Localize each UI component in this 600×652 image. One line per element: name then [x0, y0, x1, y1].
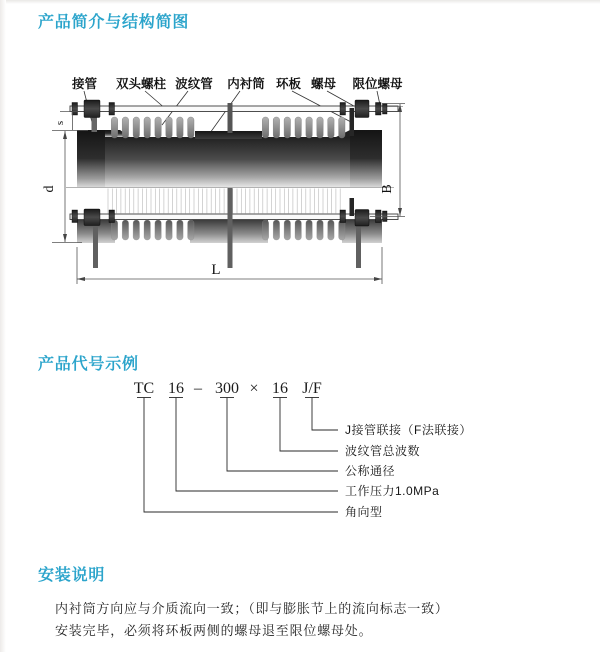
install-note-nut-position: 安装完毕，必须将环板两侧的螺母退至限位螺母处。 — [55, 623, 373, 638]
label-connecting-pipe: 接管 — [71, 77, 98, 91]
dim-B: B — [380, 184, 395, 194]
label-limit-nut: 限位螺母 — [352, 77, 403, 91]
dim-d: d — [42, 185, 57, 193]
page-edge-top — [0, 0, 600, 4]
dim-L: L — [211, 262, 221, 278]
left-post — [93, 220, 98, 268]
joint-body-top — [77, 103, 382, 187]
section-title-intro: 产品简介与结构简图 — [38, 14, 190, 31]
code-separator-times: × — [249, 380, 259, 397]
code-part-type: TC — [133, 380, 155, 397]
label-inner-sleeve: 内衬筒 — [227, 77, 265, 91]
callout-wave-count: 波纹管总波数 — [345, 444, 421, 458]
tie-rod-bottom — [70, 214, 398, 220]
joint-body-bottom — [70, 188, 398, 268]
limit-nut — [376, 103, 382, 116]
callout-angular-type: 角向型 — [345, 505, 383, 519]
inner-liner-lines — [108, 189, 340, 214]
ring-plate — [350, 108, 355, 136]
tie-rod-top — [70, 106, 398, 112]
callout-nominal-diameter: 公称通径 — [345, 464, 396, 478]
label-bellows: 波纹管 — [175, 77, 213, 91]
left-connecting-pipe — [77, 130, 105, 187]
code-separator-dash: – — [194, 380, 202, 397]
part-labels — [71, 76, 403, 91]
code-part-diameter: 300 — [215, 380, 239, 397]
label-ring-plate: 环板 — [275, 77, 302, 91]
right-connecting-pipe — [350, 130, 382, 187]
code-part-waves: 16 — [272, 380, 288, 397]
center-stud-top — [228, 103, 233, 133]
section-title-code: 产品代号示例 — [38, 356, 139, 373]
install-note-flow-direction: 内衬筒方向应与介质流向一致；（即与膨胀节上的流向标志一致） — [55, 601, 449, 616]
section-title-install: 安装说明 — [38, 567, 106, 584]
callout-working-pressure: 工作压力1.0MPa — [345, 484, 440, 498]
expansion-joint-diagram — [30, 70, 470, 300]
page-edge-left — [0, 0, 6, 652]
right-post — [356, 220, 361, 268]
label-nut: 螺母 — [310, 77, 337, 91]
dim-s: s — [54, 120, 66, 126]
label-double-end-stud: 双头螺柱 — [115, 77, 167, 91]
center-post — [228, 188, 233, 268]
callout-connection: J接管联接（F法联接） — [345, 423, 472, 437]
code-callout-lines — [100, 394, 350, 520]
code-part-pressure: 16 — [168, 380, 184, 397]
code-part-connection: J/F — [302, 380, 322, 397]
